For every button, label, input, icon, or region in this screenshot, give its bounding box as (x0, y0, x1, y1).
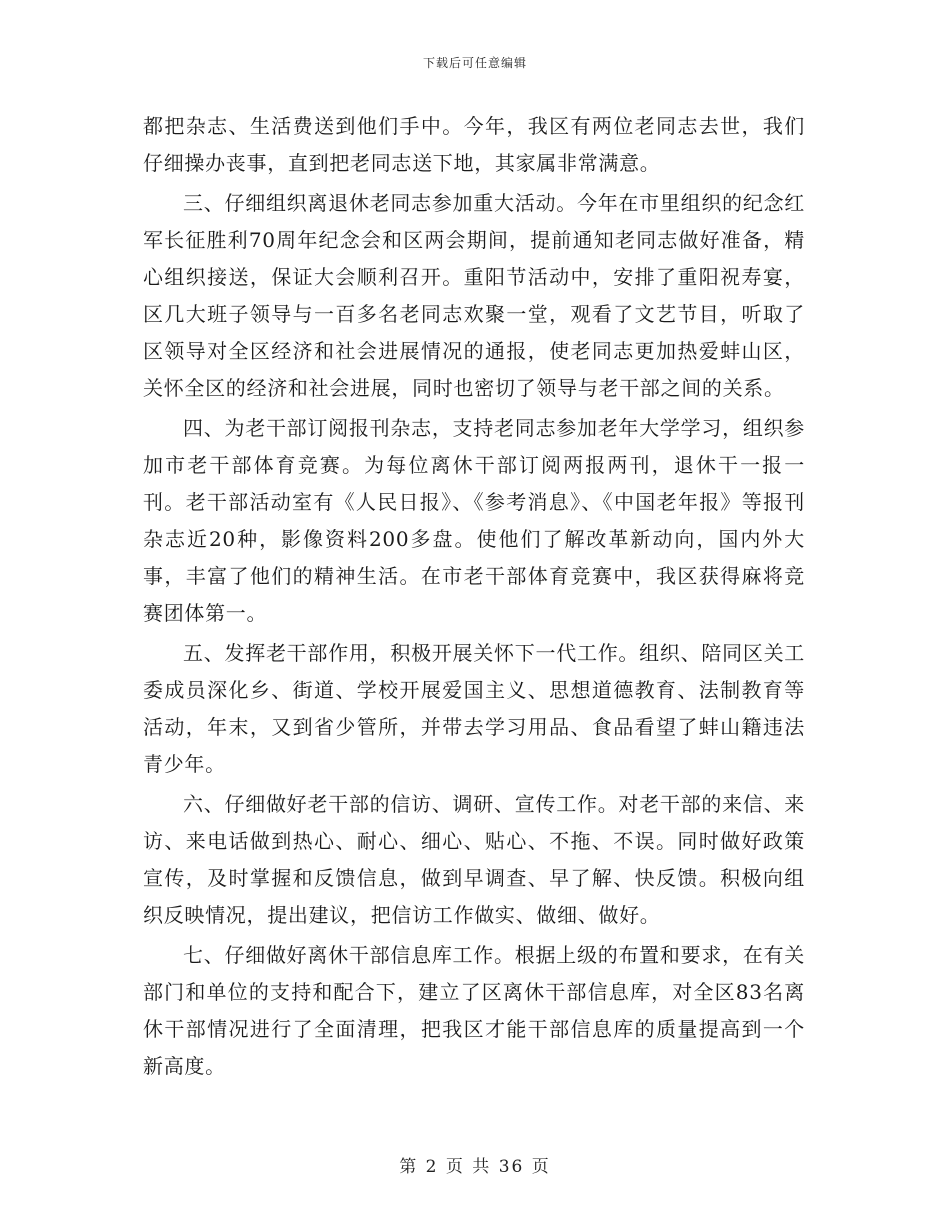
paragraph-section-5: 五、发挥老干部作用，积极开展关怀下一代工作。组织、陪同区关工委成员深化乡、街道、学校开展爱国主义、思想道德教育、法制教育等活动，年末，又到省少管所，并带去学习用品、食品看望了蚌山籍违法青少年。 (143, 641, 805, 776)
paragraph-section-4: 四、为老干部订阅报刊杂志，支持老同志参加老年大学学习，组织参加市老干部体育竞赛。为每位离休干部订阅两报两刊，退休干一报一刊。老干部活动室有《人民日报》、《参考消息》、《中国老年报》等报刊杂志近20种，影像资料200多盘。使他们了解改革新动向，国内外大事，丰富了他们的精神生活。在市老干部体育竞赛中，我区获得麻将竞赛团体第一。 (143, 416, 805, 625)
page-number-footer: 第 2 页 共 36 页 (399, 1157, 551, 1177)
document-body (143, 108, 805, 1085)
page-header: 下载后可任意编辑 (422, 56, 527, 70)
paragraph-section-6: 六、仔细做好老干部的信访、调研、宣传工作。对老干部的来信、来访、来电话做到热心、耐心、细心、贴心、不拖、不误。同时做好政策宣传，及时掌握和反馈信息，做到早调查、早了解、快反馈。积极向组织反映情况，提出建议，把信访工作做实、做细、做好。 (143, 792, 805, 927)
paragraph-section-7: 七、仔细做好离休干部信息库工作。根据上级的布置和要求，在有关部门和单位的支持和配合下，建立了区离休干部信息库，对全区83名离休干部情况进行了全面清理，把我区才能干部信息库的质量提高到一个新高度。 (143, 943, 805, 1078)
paragraph-continuation: 都把杂志、生活费送到他们手中。今年，我区有两位老同志去世，我们仔细操办丧事，直到把老同志送下地，其家属非常满意。 (143, 114, 805, 175)
paragraph-section-3: 三、仔细组织离退休老同志参加重大活动。今年在市里组织的纪念红军长征胜利70周年纪念会和区两会期间，提前通知老同志做好准备，精心组织接送，保证大会顺利召开。重阳节活动中，安排了重阳祝寿宴，区几大班子领导与一百多名老同志欢聚一堂，观看了文艺节目，听取了区领导对全区经济和社会进展情况的通报，使老同志更加热爱蚌山区，关怀全区的经济和社会进展，同时也密切了领导与老干部之间的关系。 (143, 191, 805, 400)
